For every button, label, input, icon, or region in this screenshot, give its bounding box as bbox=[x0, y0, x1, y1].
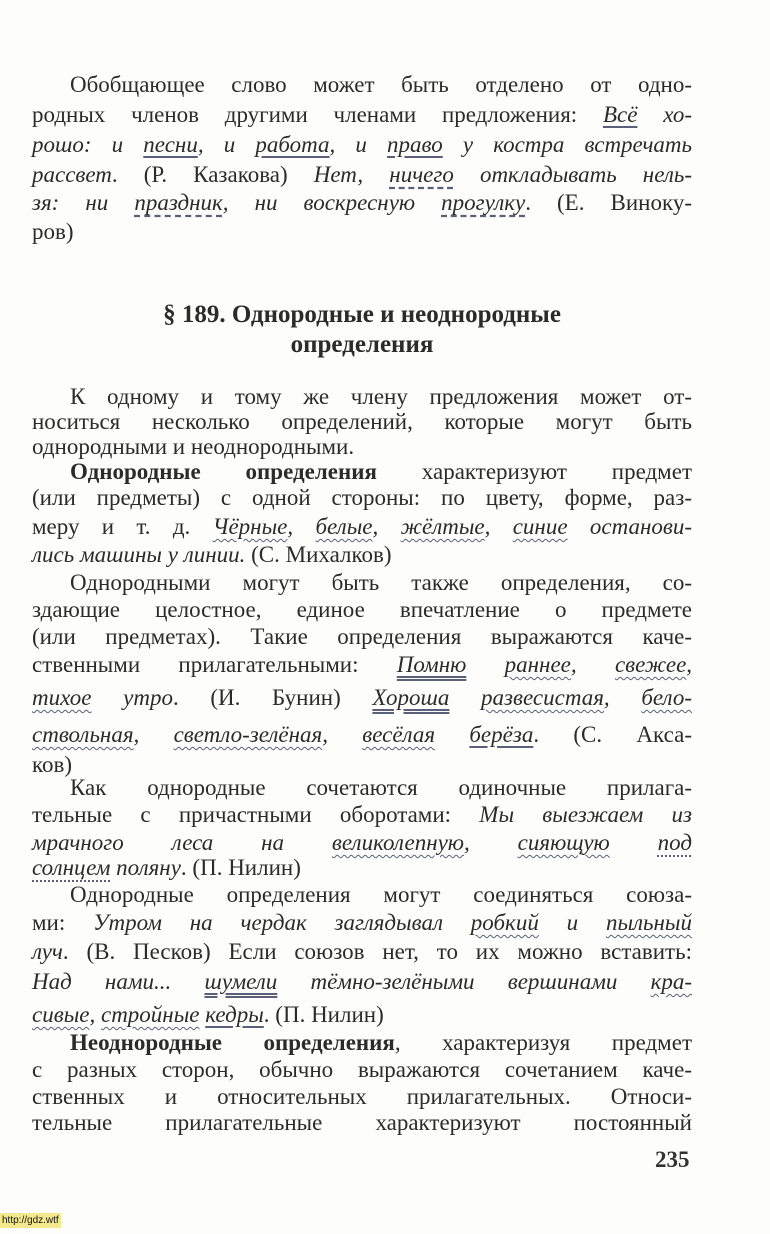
underlined-sentence-member: тихое bbox=[32, 685, 92, 710]
underlined-sentence-member: Хороша bbox=[372, 685, 450, 710]
underlined-sentence-member: солнцем bbox=[32, 855, 111, 880]
page-number: 235 bbox=[655, 1147, 690, 1172]
text-line bbox=[32, 1055, 692, 1084]
underlined-sentence-member: жёлтые bbox=[400, 514, 485, 539]
example-text: , и bbox=[197, 132, 256, 157]
text-line bbox=[32, 650, 692, 679]
example-text: , и bbox=[329, 132, 388, 157]
underlined-sentence-member: великолепную bbox=[331, 830, 465, 855]
text-segment: ков) bbox=[32, 752, 73, 777]
text-segment: . (П. Нилин) bbox=[263, 1002, 384, 1027]
text-segment: . (В. Песков) Если союзов нет, то их можно вставить: bbox=[62, 939, 692, 964]
text-segment: тельные с причастными оборотами: bbox=[32, 802, 480, 827]
underlined-sentence-member: Всё bbox=[602, 102, 638, 127]
underlined-sentence-member: шумели bbox=[204, 969, 278, 994]
text-segment: (или предметы) с одной стороны: по цвету, форме, раз- bbox=[32, 485, 692, 510]
underlined-sentence-member: ствольная bbox=[32, 722, 134, 747]
example-text: Над нами... bbox=[32, 969, 205, 994]
example-text: , bbox=[287, 514, 316, 539]
text-line bbox=[32, 908, 692, 937]
example-text: и bbox=[538, 910, 606, 935]
example-text: поляну bbox=[110, 855, 181, 880]
text-segment: ственными прилагательными: bbox=[32, 652, 397, 677]
underlined-sentence-member: ничего bbox=[389, 162, 454, 187]
text-segment: Обобщающее слово может быть отделено от одно- bbox=[70, 72, 692, 97]
underlined-sentence-member: раннее bbox=[504, 652, 571, 677]
example-text: Мы выезжаем из bbox=[479, 802, 692, 827]
example-text: утро bbox=[91, 685, 173, 710]
text-line bbox=[32, 800, 692, 829]
text-line bbox=[32, 967, 692, 996]
text-line bbox=[32, 720, 692, 749]
underlined-sentence-member: весёлая bbox=[362, 722, 436, 747]
bold-term: Неоднородные определения bbox=[70, 1030, 395, 1055]
text-segment: носиться несколько определений, которые могут быть bbox=[32, 409, 692, 434]
example-text: откладывать нель- bbox=[453, 162, 692, 187]
example-text: , bbox=[372, 514, 401, 539]
example-text: Утром на чердак заглядывал bbox=[93, 910, 471, 935]
text-line bbox=[32, 853, 692, 882]
text-line bbox=[32, 595, 692, 624]
example-text: Нет, bbox=[313, 162, 390, 187]
example-text: , ни воскресную bbox=[222, 190, 442, 215]
underlined-sentence-member: Помню bbox=[396, 652, 467, 677]
section-heading-line-2: определения bbox=[290, 331, 434, 358]
text-line bbox=[70, 70, 692, 99]
text-line bbox=[32, 1082, 692, 1111]
underlined-sentence-member: работа bbox=[255, 132, 330, 157]
example-text: у костра встречать bbox=[442, 132, 693, 157]
example-text: , bbox=[322, 722, 363, 747]
example-text: , bbox=[89, 1002, 101, 1027]
text-line bbox=[32, 483, 692, 512]
underlined-sentence-member: прогулку bbox=[441, 190, 526, 215]
example-text: , bbox=[603, 685, 642, 710]
text-segment: ственных и относительных прилагательных. Относи- bbox=[32, 1084, 692, 1109]
text-segment: однородными и неоднородными. bbox=[32, 434, 355, 459]
underlined-sentence-member: кедры bbox=[205, 1002, 264, 1027]
example-text: , bbox=[464, 830, 518, 855]
text-segment: , характеризуя предмет bbox=[394, 1030, 692, 1055]
text-line bbox=[32, 130, 692, 159]
underlined-sentence-member: белые bbox=[315, 514, 373, 539]
example-text: зя: ни bbox=[32, 190, 135, 215]
text-segment: . (Е. Виноку- bbox=[525, 190, 692, 215]
underlined-sentence-member: стройные bbox=[100, 1002, 200, 1027]
example-text: лись машины у линии. bbox=[32, 542, 246, 567]
text-line bbox=[32, 100, 692, 129]
example-text: рассвет bbox=[32, 162, 112, 187]
text-line bbox=[32, 622, 692, 651]
text-segment: ров) bbox=[32, 219, 74, 244]
underlined-sentence-member: робкий bbox=[470, 910, 539, 935]
underlined-sentence-member: Чёрные bbox=[212, 514, 288, 539]
underlined-sentence-member: под bbox=[657, 830, 693, 855]
underlined-sentence-member: песни bbox=[143, 132, 198, 157]
underlined-sentence-member: сияющую bbox=[517, 830, 610, 855]
underlined-sentence-member: развесистая bbox=[481, 685, 604, 710]
example-text bbox=[435, 722, 469, 747]
underlined-sentence-member: берёза bbox=[469, 722, 534, 747]
example-text: тёмно-зелёными вершинами bbox=[277, 969, 651, 994]
text-line bbox=[32, 540, 692, 569]
example-text bbox=[466, 652, 504, 677]
text-segment: ми: bbox=[32, 910, 94, 935]
text-line bbox=[32, 512, 692, 541]
text-segment: родных членов другими членами предложения: bbox=[32, 102, 603, 127]
bold-term: Однородные определения bbox=[70, 459, 377, 484]
text-line bbox=[32, 217, 692, 246]
example-text: хо- bbox=[637, 102, 692, 127]
text-segment: (или предметах). Такие определения выражаются каче- bbox=[32, 624, 692, 649]
text-segment: . (П. Нилин) bbox=[180, 855, 301, 880]
underlined-sentence-member: бело- bbox=[641, 685, 693, 710]
text-segment: меру и т. д. bbox=[32, 514, 213, 539]
text-segment: К одному и тому же члену предложения может от- bbox=[70, 384, 692, 409]
example-text: , bbox=[570, 652, 615, 677]
section-heading-line-1: § 189. Однородные и неоднородные bbox=[163, 301, 561, 328]
text-line bbox=[32, 160, 692, 189]
example-text: , bbox=[686, 652, 693, 677]
text-segment: . (С. Акса- bbox=[533, 722, 692, 747]
watermark-link[interactable]: http://gdz.wtf bbox=[2, 1215, 59, 1226]
underlined-sentence-member: синие bbox=[512, 514, 568, 539]
example-text: останови- bbox=[567, 514, 693, 539]
example-text: мрачного леса на bbox=[32, 830, 332, 855]
text-segment: с разных сторон, обычно выражаются сочетанием каче- bbox=[32, 1057, 692, 1082]
text-line bbox=[70, 880, 692, 909]
text-line bbox=[32, 1108, 692, 1137]
underlined-sentence-member: пыльный bbox=[605, 910, 693, 935]
example-text bbox=[610, 830, 658, 855]
text-line bbox=[32, 188, 692, 217]
text-segment: здающие целостное, единое впечатление о предмете bbox=[32, 597, 692, 622]
underlined-sentence-member: праздник bbox=[134, 190, 223, 215]
text-segment: Однородные определения могут соединяться союза- bbox=[70, 882, 692, 907]
text-line bbox=[32, 937, 692, 966]
text-segment: Однородными могут быть также определения, со- bbox=[70, 570, 692, 595]
example-text bbox=[449, 685, 481, 710]
text-segment: . (Р. Казакова) bbox=[111, 162, 314, 187]
text-line bbox=[32, 683, 692, 712]
text-segment: (С. Михалков) bbox=[245, 542, 392, 567]
text-line bbox=[70, 773, 692, 802]
underlined-sentence-member: право bbox=[387, 132, 443, 157]
example-text: , bbox=[484, 514, 513, 539]
underlined-sentence-member: светло-зелёная bbox=[173, 722, 323, 747]
text-segment: тельные прилагательные характеризуют постоянный bbox=[32, 1110, 692, 1135]
example-text: рошо: и bbox=[32, 132, 144, 157]
text-line bbox=[70, 568, 692, 597]
underlined-sentence-member: свежее bbox=[614, 652, 687, 677]
text-segment: Как однородные сочетаются одиночные прилага- bbox=[70, 775, 692, 800]
example-text: луч bbox=[32, 939, 63, 964]
example-text: , bbox=[133, 722, 174, 747]
text-line bbox=[32, 1000, 692, 1029]
text-line bbox=[70, 457, 692, 486]
text-segment: характеризуют предмет bbox=[376, 459, 692, 484]
text-segment: . (И. Бунин) bbox=[172, 685, 373, 710]
underlined-sentence-member: сивые bbox=[32, 1002, 90, 1027]
underlined-sentence-member: кра- bbox=[650, 969, 692, 994]
text-line bbox=[70, 1028, 692, 1057]
